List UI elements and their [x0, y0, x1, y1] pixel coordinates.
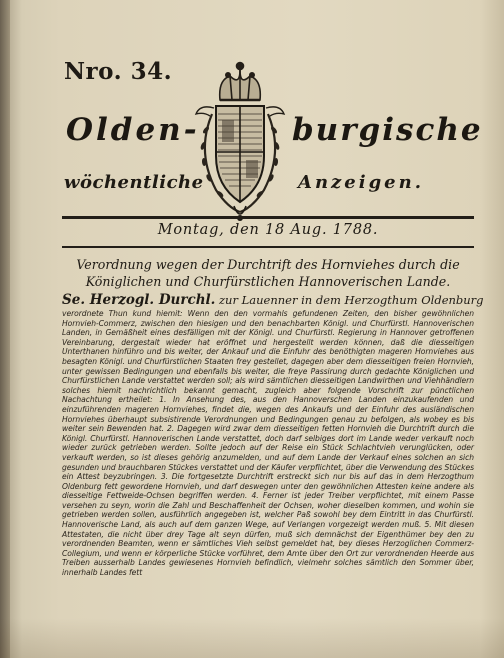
article-body	[62, 309, 474, 578]
body-paragraph: verordnete Thun kund hiemit: Wenn den den vormahls gefundenen Zeiten, den bisher gewöhnlichen Hornvieh-Commerz, zwischen den hiesigen und den benachbarten Königl. und Churfürstl. Hannoverischen Landen, in Gemäßheit eines desfälligen mit der Königl. und Churfürstl. Regierung in Hannover getroffenen Vereinbarung, dergestalt wieder hat eröffnet und hergestellt werden können, daß die diesseitigen Unterthanen hinführo und bis weiter, der Ankauf und die Einfuhr des benöthigten mageren Hornviehes aus besagten Königl. und Churfürstlichen Staaten frey gestellet, dagegen aber dem diesseitigen freien Hornvieh, unter gewissen Bedingungen und ebenfalls bis weiter, die freye Passirung durch gedachte Königlichen und Churfürstlichen Lande verstattet werden soll; als wird sämtlichen diesseitigen Landwirthen und Viehhändlern solches hiemit nachrichtlich bekannt gemacht, zugleich aber folgende Vorschrift zur pünctlichen Nachachtung ertheilet: 1. In Ansehung des, aus den Hannoverschen Landen einzukaufenden und einzuführenden mageren Hornviehes, findet die, wegen des Ankaufs und der Einfuhr des ausländischen Hornviehes überhaupt subsistirende Verordnungen und Bedingungen genau zu befolgen, als wobey es bis weiter sein Bewenden hat. 2. Dagegen wird zwar dem diesseitigen fetten Hornvieh die Durchtrift durch die Königl. Churfürstl. Hannoverischen Lande verstattet, doch darf selbiges dort im Lande weder verkauft noch wieder zurück getrieben werden. Sollte jedoch auf der Reise ein Stück Schlachtvieh verunglücken, oder verkauft werden, so ist dieses gehörig anzumelden, und auf dem Lande der Verkauf eines solchen an sich gesunden und brauchbaren Stückes verstattet und der Käufer verpflichtet, über die Verwendung des Stückes ein Attest beyzubringen. 3. Die fortgesetzte Durchtrift erstreckt sich nur bis auf das in dem Herzogthum Oldenburg fett gewordene Hornvieh, und darf deswegen unter den gewöhnlichen Attesten keine andere als diesseitige Fettweide-Ochsen begriffen werden. 4. Ferner ist jeder Treiber verpflichtet, mit einem Passe versehen zu seyn, worin die Zahl und Beschaffenheit der Ochsen, woher dieselben kommen, und wohin sie getrieben werden sollen, ausführlich angegeben ist, welcher Paß sowohl bey dem Eintritt in das Churfürstl. Hannoverische Land, als auch auf dem ganzen Wege, auf Verlangen vorgezeigt werden muß. 5. Mit diesen Attestaten, die nicht über drey Tage alt seyn dürfen, muß sich demnächst der Eigenthümer bey den zu verordnenden Beamten, wenn er sämtliches Vieh selbst gemeldet hat, bey dieses Herzoglichen Commerz-Collegium, und wenn er körperliche Stücke vorführet, dem Amte über den Ort zur verordnenden Heerde aus Treiben ausserhalb Landes gewiesenes Hornvieh befindlich, vielmehr solches sämtlich den Sommer über, innerhalb Landes fett	[62, 309, 474, 578]
coat-of-arms-crest	[190, 56, 290, 224]
lead-title: Se. Herzogl. Durchl.	[62, 292, 216, 308]
subtitle-right: Anzeigen.	[298, 172, 424, 193]
article-headline: Verordnung wegen der Durchtrift des Hornviehes durch die Königlichen und Churfürstlichen Hannoverischen Lande.	[76, 257, 460, 289]
date-line: Montag, den 18 Aug. 1788.	[157, 222, 379, 238]
lead-text: zur Lauenner in dem Herzogthum Oldenburg	[219, 293, 484, 307]
article-lead	[62, 292, 484, 308]
title-left: Olden-	[66, 112, 200, 148]
bottom-rule	[62, 246, 474, 248]
binding-edge	[0, 0, 10, 658]
issue-number: Nro. 34.	[64, 58, 173, 85]
title-right: burgische	[292, 112, 483, 148]
subtitle-left: wöchentliche	[64, 172, 204, 193]
top-rule	[62, 216, 474, 219]
